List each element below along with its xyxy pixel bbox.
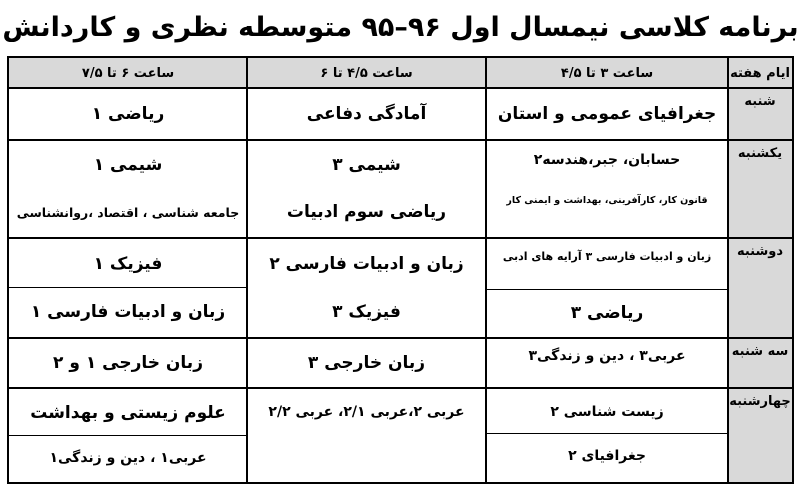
day-sunday: یکشنبه (728, 140, 792, 238)
wed-slot-3-a: علوم زیستی و بهداشت (30, 403, 226, 423)
mon-slot-3-b: زبان و ادبیات فارسی ۱ (30, 302, 226, 322)
mon-slot-2-b: فیزیک ۳ (332, 302, 401, 322)
mon-slot-1-b: ریاضی ۳ (570, 303, 644, 323)
mon-slot-1-a: زبان و ادبیات فارسی ۳ آرایه های ادبی (502, 249, 712, 263)
divider (246, 58, 248, 482)
day-tuesday: سه شنبه (728, 338, 792, 388)
day-wednesday: چهارشنبه (728, 388, 792, 482)
divider (727, 58, 729, 482)
sun-slot-2-b: ریاضی سوم ادبیات (286, 202, 447, 222)
mon-slot-2-a: زبان و ادبیات فارسی ۲ (269, 254, 464, 274)
mon-slot-3-a: فیزیک ۱ (93, 254, 163, 274)
sat-slot-2: آمادگی دفاعی (306, 104, 427, 124)
wed-slot-1-b: جغرافیای ۲ (568, 448, 646, 464)
wed-slot-3-b: عربی۱ ، دین و زندگی۱ (49, 450, 207, 466)
divider (486, 289, 727, 290)
divider (9, 435, 246, 436)
page-title: برنامه کلاسی نیمسال اول ۹۶–۹۵ متوسطه نظری و کاردانش (2, 11, 799, 43)
wed-slot-2: عربی ۲،عربی ۲/۱، عربی ۲/۲ (268, 404, 465, 420)
divider (485, 58, 487, 482)
sun-slot-1-b: قانون کار، کارآفرینی، بهداشت و ایمنی کار (506, 194, 708, 206)
tue-slot-2: زبان خارجی ۳ (307, 353, 426, 373)
tue-slot-3: زبان خارجی ۱ و ۲ (53, 353, 203, 373)
schedule-table (7, 56, 794, 484)
divider (9, 237, 792, 239)
divider (9, 87, 792, 89)
sat-slot-1: جغرافیای عمومی و استان (497, 104, 717, 124)
header-slot-2: ساعت ۴/۵ تا ۶ (247, 58, 486, 88)
wed-slot-1-a: زیست شناسی ۲ (550, 404, 664, 420)
day-monday: دوشنبه (728, 238, 792, 338)
sun-slot-2-a: شیمی ۳ (332, 155, 401, 175)
sun-slot-1-a: حسابان، جبر،هندسه۲ (533, 152, 681, 168)
divider (9, 139, 792, 141)
sun-slot-3-a: شیمی ۱ (93, 155, 163, 175)
header-slot-1: ساعت ۳ تا ۴/۵ (486, 58, 728, 88)
sat-slot-3: ریاضی ۱ (91, 104, 165, 124)
tue-slot-1: عربی۳ ، دین و زندگی۳ (528, 348, 686, 364)
divider (9, 287, 246, 288)
header-slot-3: ساعت ۶ تا ۷/۵ (9, 58, 247, 88)
divider (9, 337, 792, 339)
day-saturday: شنبه (728, 88, 792, 140)
divider (9, 387, 792, 389)
header-days: ایام هفته (728, 58, 792, 88)
sun-slot-3-b: جامعه شناسی ، اقتصاد ،روانشناسی (16, 204, 240, 220)
divider (486, 433, 727, 434)
